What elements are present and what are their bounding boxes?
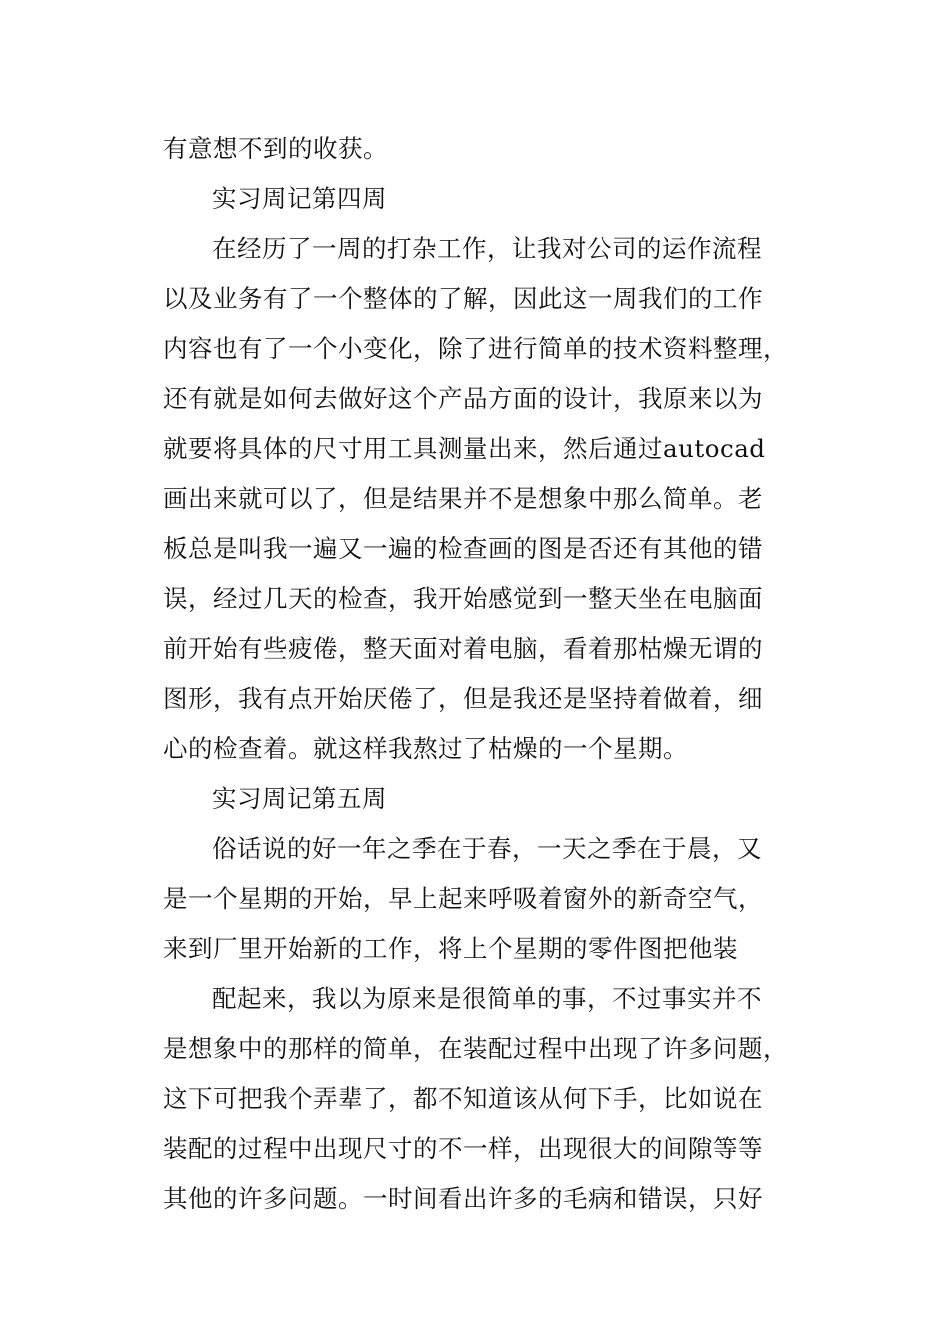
text-line: 还有就是如何去做好这个产品方面的设计，我原来以为: [163, 384, 763, 413]
text-line: 以及业务有了一个整体的了解，因此这一周我们的工作: [163, 284, 763, 313]
text-line: 内容也有了一个小变化，除了进行简单的技术资料整理，: [163, 334, 788, 363]
section-heading-week-4: 实习周记第四周: [212, 184, 387, 213]
text-line: 配起来，我以为原来是很简单的事，不过事实并不: [212, 984, 762, 1013]
text-line: 装配的过程中出现尺寸的不一样，出现很大的间隙等等: [163, 1134, 763, 1163]
text-line: 前开始有些疲倦，整天面对着电脑，看着那枯燥无谓的: [163, 634, 763, 663]
section-heading-week-5: 实习周记第五周: [212, 784, 387, 813]
text-line: 在经历了一周的打杂工作，让我对公司的运作流程: [212, 234, 762, 263]
text-line: 图形，我有点开始厌倦了，但是我还是坚持着做着，细: [163, 684, 763, 713]
text-line: 心的检查着。就这样我熬过了枯燥的一个星期。: [163, 734, 688, 763]
text-line: 其他的许多问题。一时间看出许多的毛病和错误，只好: [163, 1184, 763, 1213]
text-line: 误，经过几天的检查，我开始感觉到一整天坐在电脑面: [163, 584, 763, 613]
text-line: 画出来就可以了，但是结果并不是想象中那么简单。老: [163, 484, 763, 513]
text-line: 这下可把我个弄辈了，都不知道该从何下手，比如说在: [163, 1084, 763, 1113]
text-line: 有意想不到的收获。: [163, 134, 388, 163]
text-line: 俗话说的好一年之季在于春，一天之季在于晨，又: [212, 834, 762, 863]
text-line: 来到厂里开始新的工作，将上个星期的零件图把他装: [163, 934, 738, 963]
text-line: 是想象中的那样的简单，在装配过程中出现了许多问题，: [163, 1034, 788, 1063]
text-line: 就要将具体的尺寸用工具测量出来，然后通过autocad: [163, 434, 766, 463]
text-line: 是一个星期的开始，早上起来呼吸着窗外的新奇空气，: [163, 884, 763, 913]
text-line: 板总是叫我一遍又一遍的检查画的图是否还有其他的错: [163, 534, 763, 563]
